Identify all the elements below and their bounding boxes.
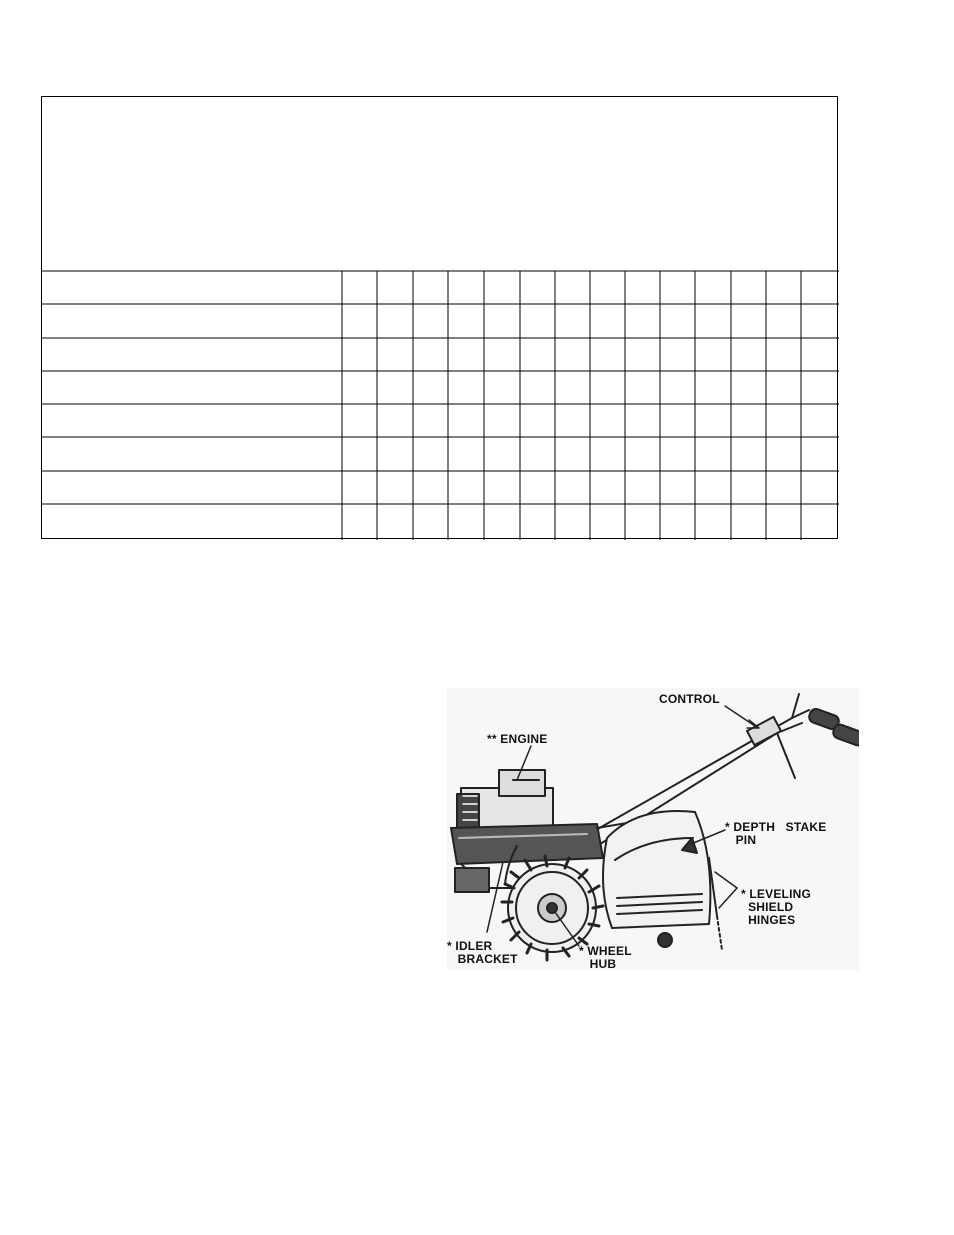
table-row-lines [42,271,839,504]
maintenance-schedule-table [41,96,838,539]
table-column-lines [342,271,801,540]
control-label: CONTROL [659,692,720,706]
idler-bracket-label: * IDLER BRACKET [447,939,518,966]
wheel-hub-label: * WHEEL HUB [579,944,632,971]
tiller-illustration [447,688,859,970]
engine-label: ** ENGINE [487,732,548,746]
table-grid [42,97,839,540]
leveling-shield-hinges-label: * LEVELING SHIELD HINGES [741,887,812,927]
depth-stake-pin-label: * DEPTH STAKE PIN [725,820,827,847]
